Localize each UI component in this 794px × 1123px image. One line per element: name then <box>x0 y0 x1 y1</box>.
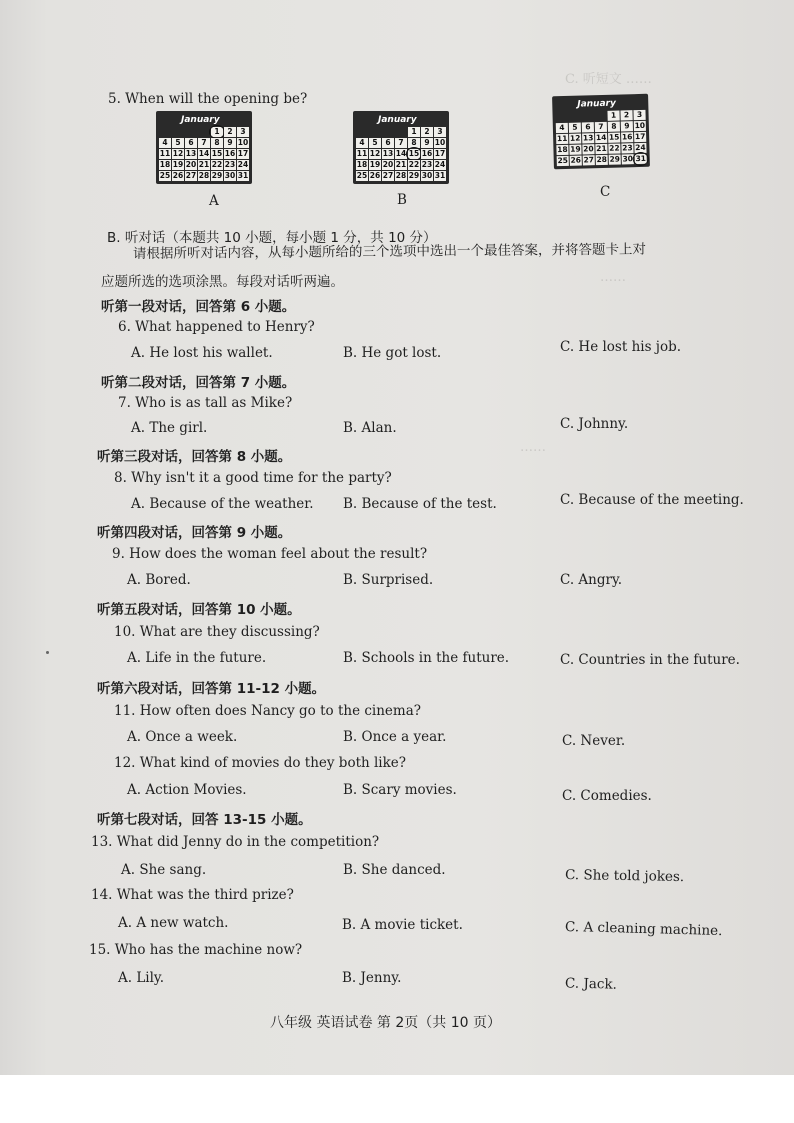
calendar-day: 19 <box>172 160 184 169</box>
calendar-day: 1 <box>408 127 420 137</box>
question-8: 8. Why isn't it a good time for the party? <box>114 470 392 486</box>
calendar-day: 15 <box>608 132 620 142</box>
calendar-day: 4 <box>556 123 568 133</box>
calendar-day: 16 <box>621 132 633 142</box>
calendar-day: 22 <box>211 160 223 169</box>
option-a: A. Bored. <box>127 572 191 588</box>
calendar-day: 23 <box>421 160 433 169</box>
option-c: C. Comedies. <box>562 788 652 804</box>
calendar-blank-cell <box>395 127 407 137</box>
calendar-day: 28 <box>395 171 407 180</box>
option-a: A. Action Movies. <box>127 782 247 798</box>
calendar-blank-cell <box>594 111 606 121</box>
option-c: C. Never. <box>562 733 626 749</box>
calendar-day: 23 <box>224 160 236 169</box>
calendar-blank-cell <box>555 112 567 122</box>
calendar-day: 28 <box>198 171 210 180</box>
calendar-day: 3 <box>434 127 446 137</box>
dialogue-header: 听第二段对话，回答第 7 小题。 <box>101 375 296 391</box>
option-b: B. He got lost. <box>343 345 442 361</box>
calendar-day: 18 <box>557 144 568 155</box>
option-b: B. She danced. <box>343 862 446 878</box>
calendar-day: 7 <box>198 138 210 148</box>
calendar-day-circled: 15 <box>408 149 420 158</box>
calendar-day: 21 <box>395 160 407 169</box>
option-a: A. She sang. <box>121 862 207 878</box>
calendar-day: 20 <box>382 160 394 169</box>
calendar-day: 10 <box>634 120 646 131</box>
option-b: B. Surprised. <box>343 572 434 588</box>
calendar-day: 9 <box>421 138 433 148</box>
calendar-day: 9 <box>621 121 633 131</box>
calendar-day: 4 <box>356 138 368 148</box>
calendar-day: 3 <box>633 110 645 120</box>
option-c: C. She told jokes. <box>564 866 685 886</box>
calendar-day: 5 <box>172 138 184 148</box>
calendar-day: 18 <box>159 160 171 169</box>
question-7: 7. Who is as tall as Mike? <box>118 395 293 411</box>
calendar-day: 14 <box>198 149 210 158</box>
dialogue-header: 听第六段对话，回答第 11-12 小题。 <box>97 681 326 697</box>
option-c: C. Because of the meeting. <box>560 492 744 508</box>
calendar-blank-cell <box>356 127 368 137</box>
calendar-day: 14 <box>595 132 607 143</box>
calendar-day: 11 <box>159 149 171 158</box>
dialogue-header: 听第四段对话，回答第 9 小题。 <box>97 525 292 541</box>
calendar-grid <box>159 127 249 181</box>
calendar-day: 2 <box>620 110 632 120</box>
calendar-month: January <box>181 115 220 125</box>
calendar-day: 13 <box>185 149 197 158</box>
calendar-grid <box>555 110 646 166</box>
option-a: A. Once a week. <box>127 729 238 745</box>
calendar-grid <box>356 127 446 181</box>
option-b: B. Schools in the future. <box>343 650 510 666</box>
calendar-day: 6 <box>382 138 394 148</box>
calendar-day: 21 <box>198 160 210 169</box>
calendar-day: 10 <box>237 138 249 147</box>
question-9: 9. How does the woman feel about the result? <box>112 546 428 562</box>
calendar-day: 5 <box>369 138 381 148</box>
option-b-label: B <box>397 192 407 208</box>
calendar-day: 17 <box>634 131 646 142</box>
option-a: A. Because of the weather. <box>131 496 314 512</box>
calendar-blank-cell <box>369 127 381 137</box>
calendar-day: 25 <box>557 155 569 166</box>
option-a: A. Lily. <box>118 970 165 986</box>
calendar-day: 27 <box>382 171 394 180</box>
calendar-day: 2 <box>421 127 433 137</box>
calendar-blank-cell <box>568 112 580 122</box>
calendar-day: 25 <box>356 171 368 180</box>
calendar-day: 10 <box>434 138 446 147</box>
calendar-day: 13 <box>582 133 594 143</box>
calendar-day: 9 <box>224 138 236 148</box>
option-b: B. Because of the test. <box>343 496 497 512</box>
option-a: A. The girl. <box>131 420 208 436</box>
calendar-day: 26 <box>369 171 381 180</box>
calendar-day: 16 <box>421 149 433 158</box>
calendar-day: 30 <box>224 171 236 180</box>
dialogue-header: 听第三段对话，回答第 8 小题。 <box>97 449 292 465</box>
calendar-day: 19 <box>369 160 381 169</box>
section-b-instructions: 请根据所听对话内容，从每小题所给的三个选项中选出一个最佳答案，并将答题卡上对 <box>132 241 647 262</box>
option-b: B. Scary movies. <box>343 782 457 798</box>
calendar-a <box>156 111 252 184</box>
calendar-day: 11 <box>556 133 568 144</box>
calendar-day: 20 <box>583 144 594 154</box>
calendar-day: 23 <box>622 143 633 153</box>
calendar-day: 3 <box>237 127 249 137</box>
calendar-day: 31 <box>434 171 446 180</box>
calendar-day: 15 <box>211 149 223 158</box>
calendar-day: 17 <box>434 149 446 158</box>
calendar-day: 21 <box>596 143 607 154</box>
calendar-day: 28 <box>596 154 608 165</box>
calendar-month: January <box>378 115 417 125</box>
bleed-through-text: C. 听短文 …… <box>565 72 652 87</box>
calendar-day: 29 <box>211 171 223 180</box>
option-b: B. Jenny. <box>342 970 402 986</box>
bleed-through-text: …… <box>520 440 546 455</box>
option-b: B. Once a year. <box>343 729 447 745</box>
calendar-day: 8 <box>408 138 420 148</box>
calendar-day: 25 <box>159 171 171 180</box>
option-b: B. A movie ticket. <box>342 917 463 933</box>
calendar-day: 8 <box>211 138 223 148</box>
calendar-blank-cell <box>172 127 184 137</box>
calendar-b <box>353 111 449 184</box>
calendar-blank-cell <box>581 111 593 121</box>
calendar-day: 29 <box>408 171 420 180</box>
calendar-day: 24 <box>237 160 249 169</box>
calendar-day: 5 <box>569 123 581 133</box>
option-a: A. A new watch. <box>118 915 229 931</box>
calendar-day: 24 <box>434 160 446 169</box>
calendar-blank-cell <box>185 127 197 137</box>
calendar-day: 1 <box>607 111 619 121</box>
calendar-day: 13 <box>382 149 394 158</box>
calendar-day: 12 <box>172 149 184 158</box>
calendar-day: 20 <box>185 160 197 169</box>
calendar-day: 8 <box>608 122 620 132</box>
calendar-day: 22 <box>408 160 420 169</box>
calendar-day: 2 <box>224 127 236 137</box>
calendar-day-circled: 1 <box>211 127 223 137</box>
calendar-day: 29 <box>609 154 621 164</box>
calendar-day: 6 <box>582 122 594 132</box>
calendar-day: 19 <box>570 144 581 154</box>
calendar-day: 18 <box>356 160 368 169</box>
calendar-day: 4 <box>159 138 171 148</box>
calendar-day: 30 <box>622 154 634 164</box>
question-5: 5. When will the opening be? <box>108 91 308 107</box>
option-b: B. Alan. <box>343 420 397 436</box>
option-c: C. A cleaning machine. <box>564 918 723 940</box>
calendar-day: 11 <box>356 149 368 158</box>
calendar-day: 14 <box>395 149 407 158</box>
question-12: 12. What kind of movies do they both like? <box>114 755 407 771</box>
question-10: 10. What are they discussing? <box>114 624 320 640</box>
calendar-blank-cell <box>159 127 171 137</box>
calendar-day: 12 <box>569 133 581 143</box>
calendar-day: 6 <box>185 138 197 148</box>
option-c: C. Jack. <box>564 975 618 993</box>
option-a: A. He lost his wallet. <box>131 345 273 361</box>
calendar-day: 31 <box>237 171 249 180</box>
option-c: C. He lost his job. <box>560 339 682 355</box>
question-6: 6. What happened to Henry? <box>118 319 315 335</box>
option-c-label: C <box>600 184 611 200</box>
option-c: C. Countries in the future. <box>560 652 740 668</box>
question-14: 14. What was the third prize? <box>91 887 294 903</box>
calendar-day: 17 <box>237 149 249 158</box>
calendar-day: 26 <box>570 155 582 165</box>
section-b-instructions-cont: 应题所选的选项涂黑。每段对话听两遍。 <box>101 274 344 290</box>
calendar-c <box>552 94 650 169</box>
calendar-day: 22 <box>609 143 620 153</box>
dialogue-header: 听第一段对话，回答第 6 小题。 <box>101 299 296 315</box>
dialogue-header: 听第七段对话，回答 13-15 小题。 <box>97 812 312 828</box>
calendar-day: 27 <box>185 171 197 180</box>
calendar-day: 27 <box>583 155 595 165</box>
question-11: 11. How often does Nancy go to the cinema? <box>114 703 421 719</box>
page-footer: 八年级 英语试卷 第 2页（共 10 页） <box>270 1015 501 1031</box>
option-c: C. Johnny. <box>560 416 629 432</box>
option-c: C. Angry. <box>560 572 623 588</box>
option-a: A. Life in the future. <box>127 650 267 666</box>
calendar-day: 16 <box>224 149 236 158</box>
dialogue-header: 听第五段对话，回答第 10 小题。 <box>97 602 301 618</box>
calendar-day: 7 <box>395 138 407 148</box>
edge-mark <box>46 651 49 654</box>
bleed-through-text: …… <box>600 270 626 285</box>
calendar-day: 30 <box>421 171 433 180</box>
calendar-day: 26 <box>172 171 184 180</box>
calendar-day-circled: 31 <box>635 153 647 164</box>
calendar-blank-cell <box>382 127 394 137</box>
question-15: 15. Who has the machine now? <box>89 942 303 958</box>
question-13: 13. What did Jenny do in the competition? <box>91 834 380 850</box>
calendar-day: 7 <box>595 122 607 132</box>
option-a-label: A <box>209 193 219 209</box>
calendar-month: January <box>577 98 617 110</box>
calendar-day: 12 <box>369 149 381 158</box>
calendar-day: 24 <box>635 142 646 153</box>
section-b-title: B. 听对话（本题共 10 小题，每小题 1 分，共 10 分） <box>107 230 437 246</box>
